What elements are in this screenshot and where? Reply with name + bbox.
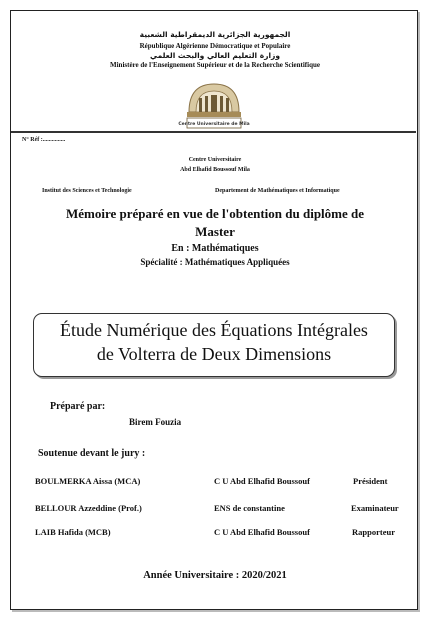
jury-label: Soutenue devant le jury : — [38, 448, 146, 459]
jury-member-name: LAIB Hafida (MCB) — [35, 527, 111, 537]
arabic-ministry: وزارة التعليم العالي والبحث العلمي — [149, 51, 281, 60]
jury-member-institution: C U Abd Elhafid Boussouf — [214, 476, 310, 486]
thesis-title-line-2: de Volterra de Deux Dimensions — [96, 344, 332, 364]
jury-member-role: Président — [353, 476, 388, 486]
diploma-field: En : Mathématiques — [171, 243, 259, 254]
diploma-line-1: Mémoire préparé en vue de l'obtention du diplôme de — [65, 206, 365, 221]
diploma-speciality: Spécialité : Mathématiques Appliquées — [140, 257, 290, 267]
thesis-title-box — [33, 313, 395, 377]
reference-number: N° Réf :............... — [22, 137, 66, 143]
department-name: Departement de Mathématiques et Informatique — [215, 188, 340, 194]
jury-member-name: BELLOUR Azzeddine (Prof.) — [35, 503, 142, 513]
academic-year: Année Universitaire : 2020/2021 — [143, 570, 287, 581]
header-divider — [11, 131, 416, 133]
diploma-line-2: Master — [195, 224, 235, 239]
arabic-republic: الجمهورية الجزائرية الديمقراطية الشعبية — [139, 30, 291, 39]
author-name: Birem Fouzia — [129, 417, 182, 427]
centre-location: Abd Elhafid Boussouf Mila — [180, 167, 250, 173]
jury-member-institution: ENS de constantine — [214, 503, 285, 513]
jury-member-role: Examinateur — [351, 503, 399, 513]
jury-member-name: BOULMERKA Aissa (MCA) — [35, 476, 141, 486]
jury-member-role: Rapporteur — [352, 527, 395, 537]
prepared-by-label: Préparé par: — [50, 401, 106, 412]
thesis-title-line-1: Étude Numérique des Équations Intégrales — [60, 320, 368, 340]
ministry-name: Ministère de l'Enseignement Supérieur et de la Recherche Scientifique — [110, 61, 320, 69]
centre-name: Centre Universitaire — [188, 157, 242, 163]
university-logo — [178, 82, 250, 130]
jury-member-institution: C U Abd Elhafid Boussouf — [214, 527, 310, 537]
republic-name: République Algérienne Démocratique et Populaire — [139, 42, 291, 50]
institute-name: Institut des Sciences et Technologie — [42, 188, 132, 194]
logo-caption: Centre Universitaire de Mila — [178, 122, 250, 127]
